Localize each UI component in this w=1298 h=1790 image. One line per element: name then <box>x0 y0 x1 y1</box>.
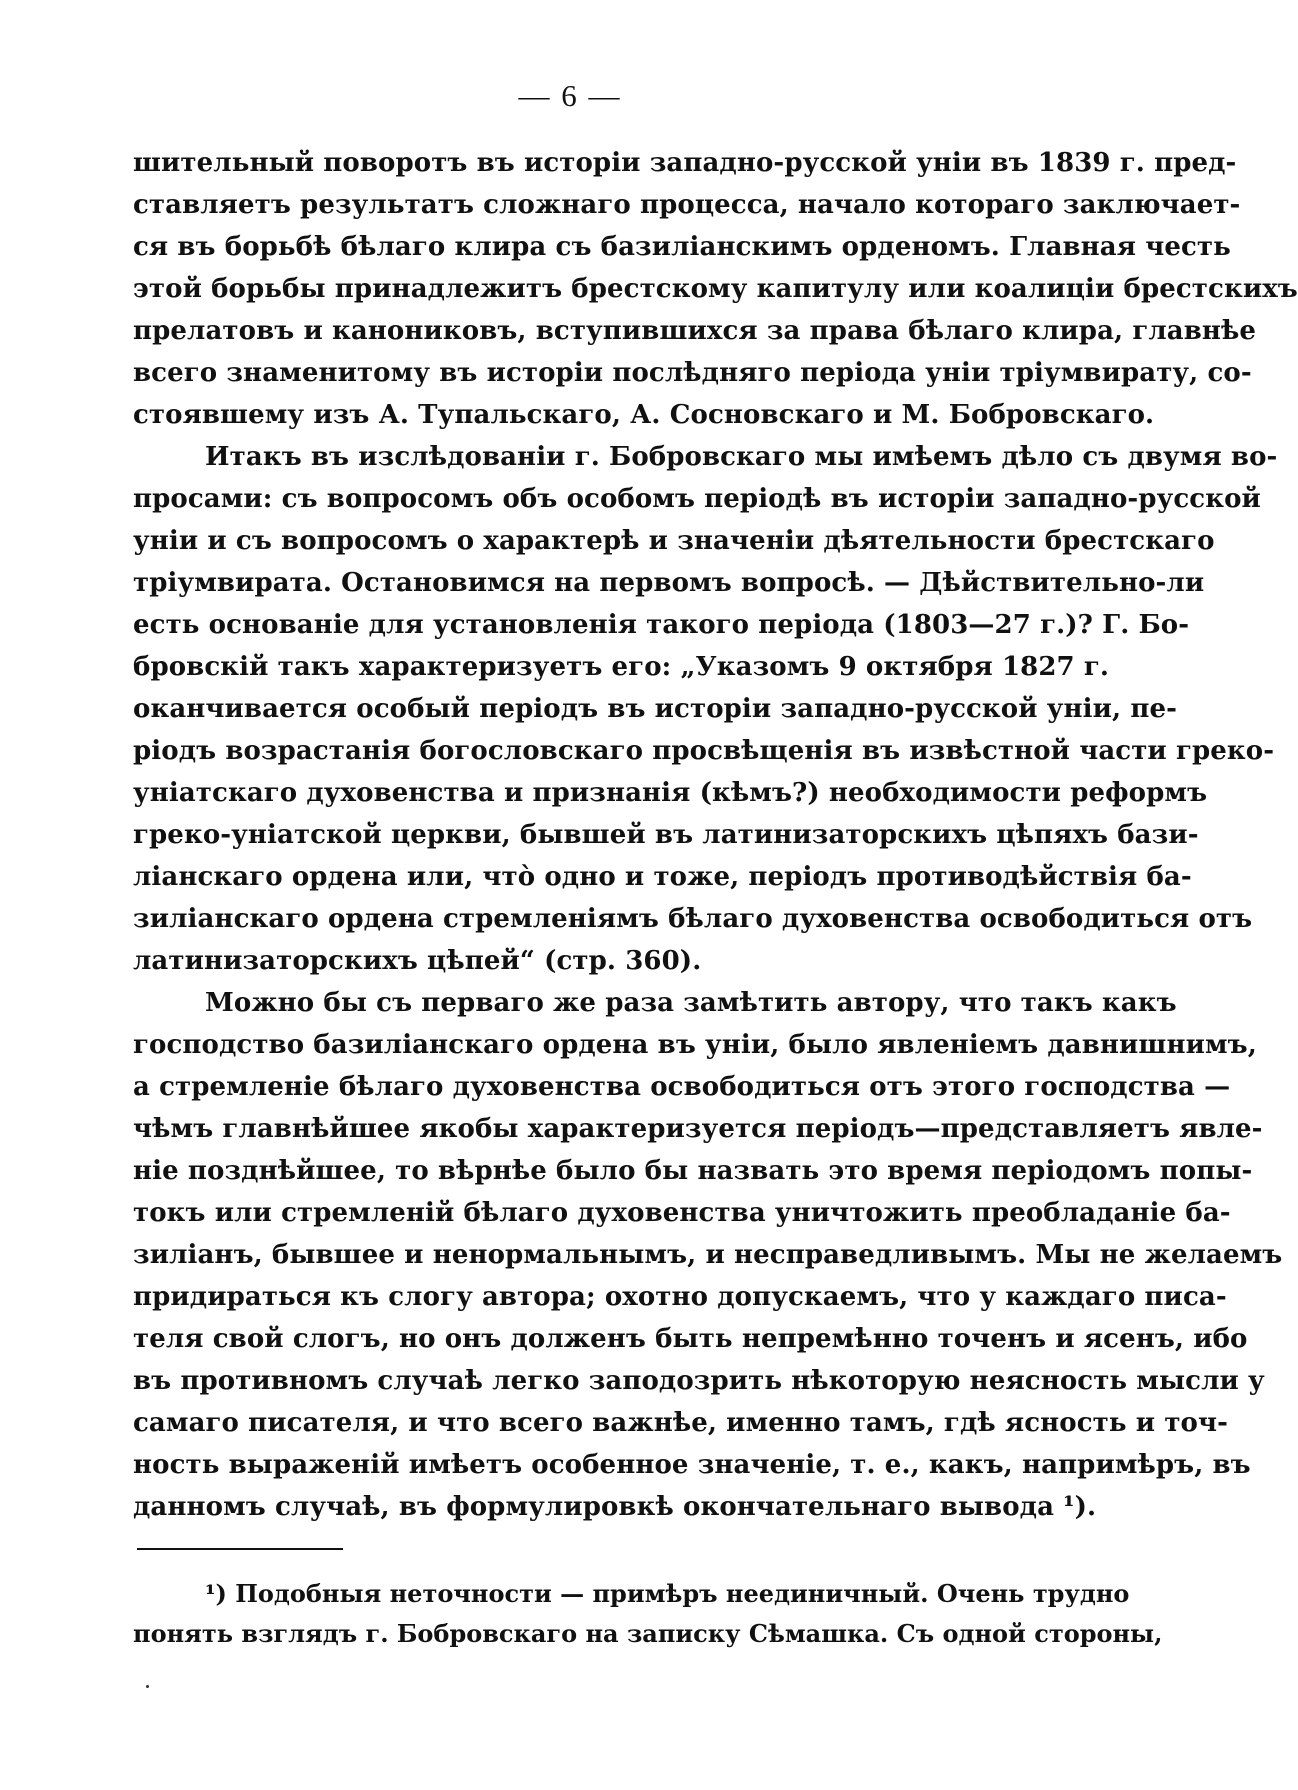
text-line: всего знаменитому въ исторіи послѣдняго періода уніи тріумвирату, со- <box>133 358 1252 388</box>
page-number: — 6 — <box>518 78 622 113</box>
text-line: данномъ случаѣ, въ формулировкѣ окончательнаго вывода ¹). <box>133 1492 1097 1522</box>
text-line: греко-уніатской церкви, бывшей въ латинизаторскихъ цѣпяхъ бази- <box>133 820 1199 850</box>
text-line: чѣмъ главнѣйшее якобы характеризуется періодъ—представляетъ явле- <box>133 1114 1263 1144</box>
text-line: ность выраженій имѣетъ особенное значеніе, т. е., какъ, напримѣръ, въ <box>133 1450 1251 1480</box>
text-line: уніи и съ вопросомъ о характерѣ и значеніи дѣятельности брестскаго <box>133 526 1215 556</box>
text-line: въ противномъ случаѣ легко заподозрить нѣкоторую неясность мысли у <box>133 1366 1265 1396</box>
text-line: стоявшему изъ А. Тупальскаго, А. Сосновскаго и М. Бобровскаго. <box>133 400 1155 430</box>
text-line: тріумвирата. Остановимся на первомъ вопросѣ. — Дѣйствительно-ли <box>133 568 1205 598</box>
text-line: самаго писателя, и что всего важнѣе, именно тамъ, гдѣ ясность и точ- <box>133 1408 1228 1438</box>
footnote-line: понять взглядъ г. Бобровскаго на записку Сѣмашка. Съ одной стороны, <box>133 1619 1163 1648</box>
text-line: шительный поворотъ въ исторіи западно-русской уніи въ 1839 г. пред- <box>133 148 1237 178</box>
text-line: господство базиліанскаго ордена въ уніи, было явленіемъ давнишнимъ, <box>133 1030 1257 1060</box>
text-line: ріодъ возрастанія богословскаго просвѣщенія въ извѣстной части греко- <box>133 736 1275 766</box>
text-line: зиліанъ, бывшее и ненормальнымъ, и несправедливымъ. Мы не желаемъ <box>133 1240 1283 1270</box>
text-line: ліанскаго ордена или, что̀ одно и тоже, періодъ противодѣйствія ба- <box>133 862 1192 892</box>
text-line: ніе позднѣйшее, то вѣрнѣе было бы назвать это время періодомъ попы- <box>133 1156 1253 1186</box>
paragraph-start-line: Можно бы съ перваго же раза замѣтить автору, что такъ какъ <box>205 988 1177 1018</box>
text-line: есть основаніе для установленія такого періода (1803—27 г.)? Г. Бо- <box>133 610 1190 640</box>
paper-speck <box>146 1685 149 1688</box>
text-line: латинизаторскихъ цѣпей“ (стр. 360). <box>133 946 702 976</box>
text-line: прелатовъ и канониковъ, вступившихся за права бѣлаго клира, главнѣе <box>133 316 1257 346</box>
text-line: придираться къ слогу автора; охотно допускаемъ, что у каждаго писа- <box>133 1282 1227 1312</box>
text-line: ся въ борьбѣ бѣлаго клира съ базиліанскимъ орденомъ. Главная честь <box>133 232 1231 262</box>
text-line: оканчивается особый періодъ въ исторіи западно-русской уніи, пе- <box>133 694 1177 724</box>
text-line: а стремленіе бѣлаго духовенства освободиться отъ этого господства — <box>133 1072 1231 1102</box>
footnote-divider <box>137 1548 343 1550</box>
text-line: просами: съ вопросомъ объ особомъ періодѣ въ исторіи западно-русской <box>133 484 1261 514</box>
text-line: зиліанскаго ордена стремленіямъ бѣлаго духовенства освободиться отъ <box>133 904 1253 934</box>
text-line: уніатскаго духовенства и признанія (кѣмъ?) необходимости реформъ <box>133 778 1208 808</box>
footnote-line: ¹) Подобныя неточности — примѣръ неединичный. Очень трудно <box>205 1579 1130 1608</box>
text-line: бровскій такъ характеризуетъ его: „Указомъ 9 октября 1827 г. <box>133 652 1110 682</box>
text-line: токъ или стремленій бѣлаго духовенства уничтожить преобладаніе ба- <box>133 1198 1231 1228</box>
paragraph-start-line: Итакъ въ изслѣдованіи г. Бобровскаго мы имѣемъ дѣло съ двумя во- <box>205 442 1278 472</box>
text-line: ставляетъ результатъ сложнаго процесса, начало котораго заключает- <box>133 190 1241 220</box>
text-line: этой борьбы принадлежитъ брестскому капитулу или коалиціи брестскихъ <box>133 274 1298 304</box>
text-line: теля свой слогъ, но онъ долженъ быть непремѣнно точенъ и яcенъ, ибо <box>133 1324 1248 1354</box>
